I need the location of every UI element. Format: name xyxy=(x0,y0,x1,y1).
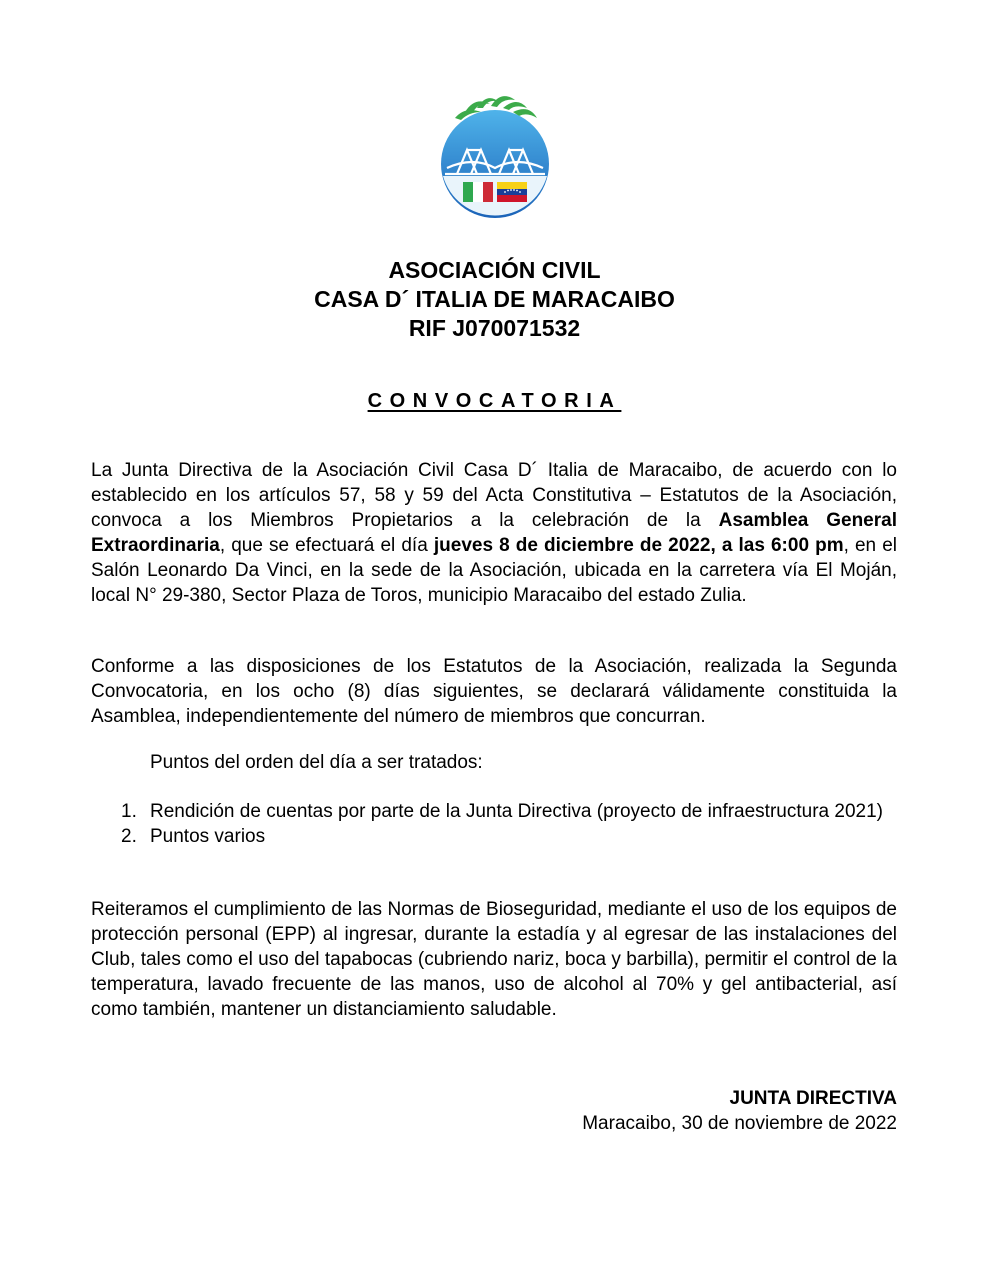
place-date: Maracaibo, 30 de noviembre de 2022 xyxy=(582,1113,897,1134)
paragraph-text: , en el Salón Leonardo Da Vinci, en la sede de la Asociación, ubicada en la carretera vía El Moján, local N° 29-380, Sector Plaza de Toros, municipio Maracaibo del estado Zulia. xyxy=(91,535,898,606)
agenda-item xyxy=(91,824,897,849)
biosafety-paragraph: Reiteramos el cumplimiento de las Normas de Bioseguridad, mediante el uso de los equipos de protección personal (EPP) al ingresar, durante la estadía y al egresar de las instalaciones del Club, tales como el uso del tapabocas (cubriendo nariz, boca y barbilla), permitir el control de la temperatura, lavado frecuente de las manos, uso de alcohol al 70% y gel antibacterial, así como también, mantener un distanciamiento saludable. xyxy=(91,899,897,1020)
org-name-line2: CASA D´ ITALIA DE MARACAIBO xyxy=(314,286,675,312)
convocation-paragraph xyxy=(91,458,897,608)
signature-block xyxy=(582,1086,897,1136)
paragraph-text: La Junta Directiva de la Asociación Civil Casa D´ Italia de Maracaibo, de acuerdo con lo establecido en los artículos 57, 58 y 59 del Acta Constitutiva – Estatutos de la Asociación, convoca a los Miembros Propietarios a la celebración de la xyxy=(91,460,897,531)
italy-flag-icon xyxy=(463,182,493,202)
org-name-line1: ASOCIACIÓN CIVIL xyxy=(388,257,601,283)
venezuela-flag-icon xyxy=(497,182,527,202)
agenda-item xyxy=(91,799,897,824)
agenda-item-text: Puntos varios xyxy=(150,826,266,847)
association-logo xyxy=(435,90,555,218)
agenda-list xyxy=(91,799,897,849)
agenda-intro: Puntos del orden del día a ser tratados: xyxy=(150,752,483,773)
agenda-item-text: Rendición de cuentas por parte de la Junta Directiva (proyecto de infraestructura 2021) xyxy=(150,801,883,822)
paragraph-text: , que se efectuará el día xyxy=(219,535,434,556)
emphasized-text: Asamblea General Extraordinaria xyxy=(91,510,897,556)
agenda-item-number: 2. xyxy=(121,826,137,847)
org-rif: RIF J070071532 xyxy=(408,315,581,341)
agenda-item-number: 1. xyxy=(121,801,137,822)
organization-heading xyxy=(0,256,989,343)
emphasized-text: jueves 8 de diciembre de 2022, a las 6:00 pm xyxy=(433,535,844,556)
quorum-paragraph: Conforme a las disposiciones de los Estatutos de la Asociación, realizada la Segunda Convocatoria, en los ocho (8) días siguientes, se declarará válidamente constituida la Asamblea, independientemente del número de miembros que concurran. xyxy=(91,656,897,727)
signatory: JUNTA DIRECTIVA xyxy=(729,1088,897,1109)
notice-title: CONVOCATORIA xyxy=(367,390,622,412)
